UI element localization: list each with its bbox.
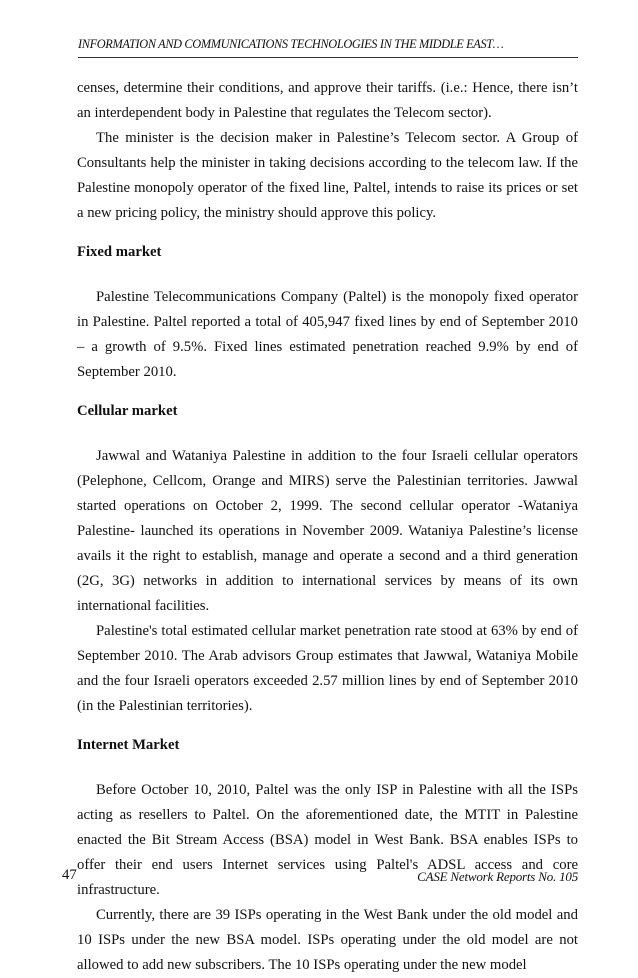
paragraph-fixed-market: Palestine Telecommunications Company (Paltel) is the monopoly fixed operator in Palestine. Paltel reported a total of 405,947 fixed lines by end of September 2010 – a growth of 9.5%. Fixed lines estimated penetration reached 9.9% by end of September 2010. [77,289,578,380]
spacer [77,424,578,444]
paragraph-cellular-penetration: Palestine's total estimated cellular market penetration rate stood at 63% by end of September 2010. The Arab advisors Group estimates that Jawwal, Wataniya Mobile and the four Israeli operators exceeded 2.57 million lines by end of September 2010 (in the Palestinian territories). [77,623,578,714]
paragraph-internet-isps: Currently, there are 39 ISPs operating in the West Bank under the old model and 10 ISPs under the new BSA model. ISPs operating under the old model are not allowed to add new subscribers. The 10 ISPs operating under the new model [77,907,578,973]
paragraph-internet-bsa: Before October 10, 2010, Paltel was the only ISP in Palestine with all the ISPs acting as resellers to Paltel. On the aforementioned date, the MTIT in Palestine enacted the Bit Stream Access (BSA) model in West Bank. BSA enables ISPs to offer their end users Internet services using Paltel's ADSL access and core infrastructure. [77,782,578,898]
spacer [77,385,578,399]
heading-internet-market: Internet Market [77,737,180,753]
paragraph-minister: The minister is the decision maker in Palestine’s Telecom sector. A Group of Consultants help the minister in taking decisions according to the telecom law. If the Palestine monopoly operator of the fixed line, Paltel, intends to raise its prices or set a new pricing policy, the ministry should approve this policy. [77,130,578,221]
spacer [77,265,578,285]
paragraph-cellular-operators: Jawwal and Wataniya Palestine in addition to the four Israeli cellular operators (Pelephone, Cellcom, Orange and MIRS) serve the Palestinian territories. Jawwal started operations on October 2, 1999. The second cellular operator -Wataniya Palestine- launched its operations in November 2009. Wataniya Palestine’s license avails it the right to establish, manage and operate a second and a third generation (2G, 3G) networks in addition to international services by means of its own international facilities. [77,448,578,614]
spacer [77,719,578,733]
page-number: 47 [62,867,77,883]
header-rule [78,57,578,58]
main-text [77,76,578,978]
spacer [77,226,578,240]
paragraph-continuation: censes, determine their conditions, and approve their tariffs. (i.e.: Hence, there isn’t an interdependent body in Palestine that regulates the Telecom sector). [77,80,578,121]
running-header: INFORMATION AND COMMUNICATIONS TECHNOLOGIES IN THE MIDDLE EAST… [78,37,504,51]
heading-cellular-market: Cellular market [77,403,178,419]
heading-fixed-market: Fixed market [77,244,162,260]
spacer [77,758,578,778]
series-title: CASE Network Reports No. 105 [417,869,578,884]
